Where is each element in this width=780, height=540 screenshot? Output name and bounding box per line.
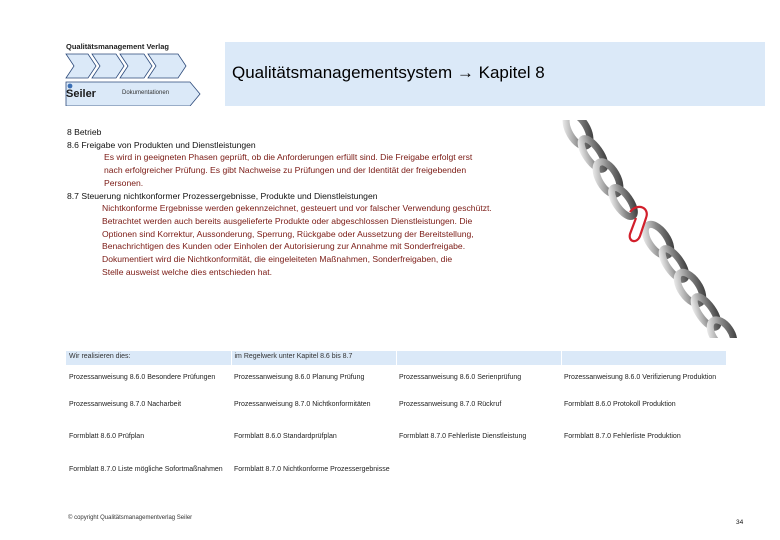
table-cell: Prozessanweisung 8.7.0 Rückruf: [399, 401, 502, 408]
table-row: [66, 427, 726, 457]
table-cell: Prozessanweisung 8.7.0 Nichtkonformitäten: [234, 401, 371, 408]
chain-with-paperclip-illustration: [560, 120, 740, 338]
table-cell: Formblatt 8.7.0 Liste mögliche Sofortmaßnahmen: [69, 466, 223, 473]
heading-8-6: 8.6 Freigabe von Produkten und Dienstleistungen: [67, 139, 256, 150]
table-header-row: [66, 351, 726, 365]
table-cell: Formblatt 8.6.0 Protokoll Produktion: [564, 401, 676, 408]
table-header-cell: [396, 351, 561, 365]
chevron-1: [66, 54, 96, 78]
table-row: [66, 457, 726, 497]
documents-table: [66, 351, 726, 497]
table-row: [66, 365, 726, 397]
page-title: Qualitätsmanagementsystem → Kapitel 8: [232, 63, 545, 82]
chevron-4: [148, 54, 186, 78]
table-header-cell: Wir realisieren dies:: [66, 351, 231, 365]
chain-link: [608, 184, 639, 220]
table-cell: Formblatt 8.6.0 Standardprüfplan: [234, 433, 337, 440]
table-cell: Formblatt 8.7.0 Nichtkonforme Prozessergebnisse: [234, 466, 390, 473]
table-cell: Prozessanweisung 8.6.0 Besondere Prüfungen: [69, 374, 216, 381]
heading-8: 8 Betrieb: [67, 127, 102, 137]
chevron-2: [92, 54, 124, 78]
heading-8-7: 8.7 Steuerung nichtkonformer Prozessergebnisse, Produkte und Dienstleistungen: [67, 190, 378, 201]
table-cell: Formblatt 8.6.0 Prüfplan: [69, 433, 145, 440]
table-header-cell: [561, 351, 726, 365]
table-cell: Prozessanweisung 8.6.0 Planung Prüfung: [234, 374, 365, 381]
chain-link: [690, 293, 722, 331]
logo-title: Qualitätsmanagement Verlag: [66, 42, 169, 51]
table-row: [66, 397, 726, 427]
table-header-cell: im Regelwerk unter Kapitel 8.6 bis 8.7: [231, 351, 396, 365]
table-cell: Prozessanweisung 8.6.0 Verifizierung Produktion: [564, 374, 717, 381]
copyright-footer: © copyright Qualitätsmanagementverlag Seiler: [68, 515, 193, 521]
chevron-3: [120, 54, 152, 78]
table-cell: Formblatt 8.7.0 Fehlerliste Produktion: [564, 433, 681, 440]
table-cell: Formblatt 8.7.0 Fehlerliste Dienstleistung: [399, 433, 527, 440]
table-cell: Prozessanweisung 8.6.0 Serienprüfung: [399, 374, 522, 381]
paragraph-8-6: Es wird in geeigneten Phasen geprüft, ob die Anforderungen erfüllt sind. Die Freigabe erfolgt erst nach erfolgreicher Prüfung. Es gibt Nachweise zu Prüfungen und der Identität der freigebenden Personen.: [104, 152, 473, 188]
publisher-logo: [62, 40, 222, 106]
body-text: [67, 126, 587, 278]
table-cell: Prozessanweisung 8.7.0 Nacharbeit: [69, 401, 182, 408]
paragraph-8-7: Nichtkonforme Ergebnisse werden gekennzeichnet, gesteuert und vor falscher Verwendung geschützt. Betrachtet werden auch bereits ausgelieferte Produkte oder abgeschlossen Dienstleistungen. Die Optionen sind Korrektur, Aussonderung, Sperrung, Rückgabe oder Aussetzung der Bereitstellung, Benachrichtigen des Kunden oder Einholen der Autorisierung zur Annahme mit Sonderfreigabe. Dokumentiert wird die Nichtkonformität, die eingeleiteten Maßnahmen, Sonderfreigaben, die Stelle ausweist welche dies entschieden hat.: [102, 203, 492, 277]
chain-link: [705, 316, 738, 338]
logo-tagline: Dokumentationen: [122, 90, 170, 96]
logo-brand: Seiler: [66, 88, 96, 100]
table-cell: [561, 457, 726, 497]
table-cell: [396, 457, 561, 497]
page-number: 34: [736, 519, 744, 526]
